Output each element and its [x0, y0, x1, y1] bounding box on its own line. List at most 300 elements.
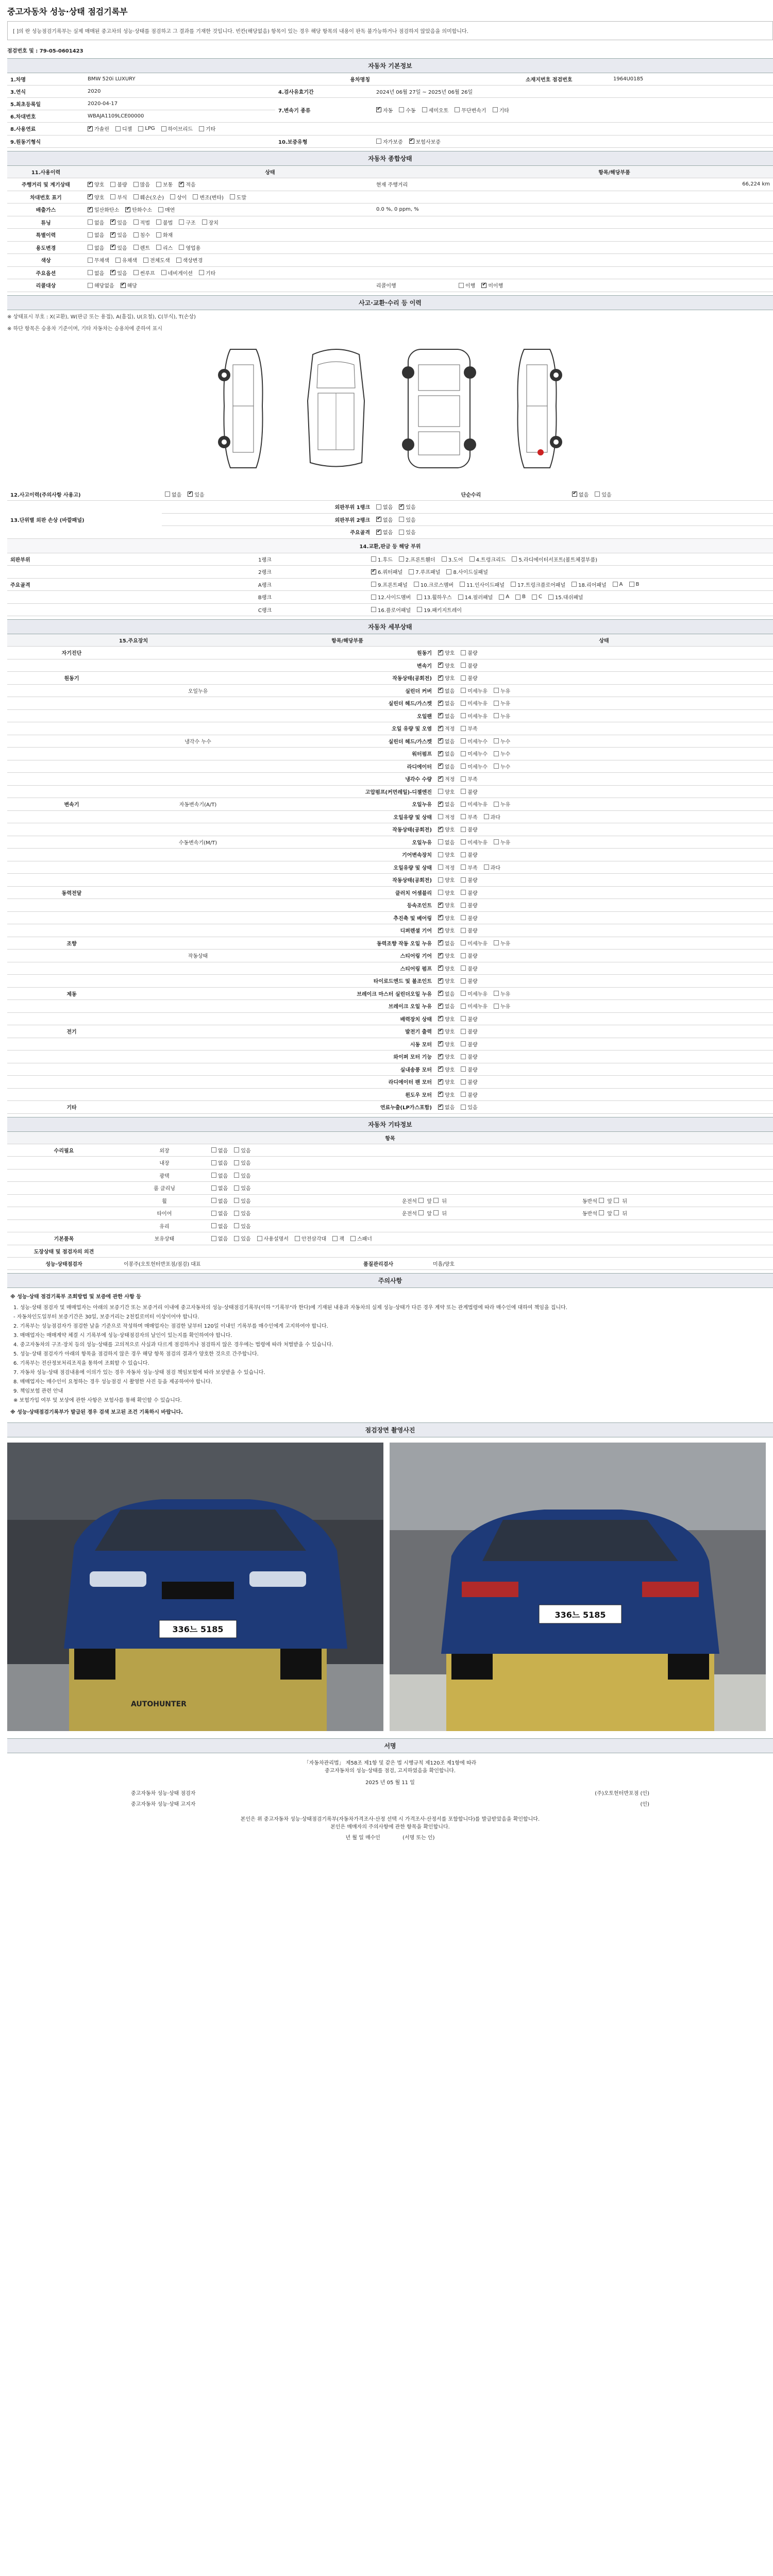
- status-detail-option[interactable]: [176, 256, 203, 264]
- checkbox-icon[interactable]: [115, 126, 121, 131]
- detail-option[interactable]: [438, 737, 455, 745]
- accident-option[interactable]: [188, 490, 204, 498]
- detail-option[interactable]: [461, 990, 488, 997]
- status-detail-option[interactable]: [133, 180, 150, 188]
- checkbox-icon[interactable]: [110, 232, 115, 238]
- transmission-option[interactable]: [493, 106, 509, 114]
- checkbox-icon[interactable]: [461, 1079, 466, 1084]
- detail-option[interactable]: [438, 901, 455, 909]
- status-detail-option[interactable]: [156, 180, 173, 188]
- detail-option[interactable]: [461, 1091, 477, 1098]
- detail-option[interactable]: [438, 838, 455, 846]
- checkbox-icon[interactable]: [460, 582, 465, 587]
- checkbox-icon[interactable]: [234, 1173, 239, 1178]
- detail-option[interactable]: [461, 800, 488, 808]
- status-extra-option[interactable]: [179, 218, 195, 226]
- transmission-option[interactable]: [455, 106, 486, 114]
- checkbox-icon[interactable]: [399, 530, 404, 535]
- checkbox-icon[interactable]: [461, 953, 466, 958]
- status-detail-option[interactable]: [143, 256, 170, 264]
- checkbox-icon[interactable]: [461, 1041, 466, 1046]
- checkbox-icon[interactable]: [115, 258, 121, 263]
- status-option[interactable]: [170, 193, 187, 201]
- simple-repair-option[interactable]: [595, 490, 611, 498]
- checkbox-icon[interactable]: [143, 258, 148, 263]
- detail-option[interactable]: [494, 737, 510, 745]
- checkbox-icon[interactable]: [512, 556, 517, 562]
- checkbox-icon[interactable]: [438, 802, 443, 807]
- checkbox-icon[interactable]: [417, 595, 422, 600]
- status-option[interactable]: [88, 218, 104, 226]
- part-option[interactable]: [511, 581, 565, 588]
- checkbox-icon[interactable]: [156, 219, 161, 225]
- part-option[interactable]: [572, 581, 607, 588]
- checkbox-icon[interactable]: [88, 258, 93, 263]
- basic-item-option[interactable]: [295, 1234, 326, 1242]
- status-option[interactable]: [110, 218, 127, 226]
- detail-option[interactable]: [461, 788, 477, 795]
- checkbox-icon[interactable]: [438, 1105, 443, 1110]
- checkbox-icon[interactable]: [532, 595, 537, 600]
- status-option[interactable]: [110, 231, 127, 239]
- part-option[interactable]: [371, 581, 408, 588]
- part-option[interactable]: [414, 581, 453, 588]
- checkbox-icon[interactable]: [125, 207, 130, 212]
- transmission-option[interactable]: [422, 106, 449, 114]
- checkbox-icon[interactable]: [494, 839, 499, 844]
- detail-option[interactable]: [461, 939, 488, 947]
- detail-option[interactable]: [461, 1053, 477, 1060]
- checkbox-icon[interactable]: [438, 789, 443, 794]
- status-option[interactable]: [88, 193, 104, 201]
- detail-option[interactable]: [494, 838, 510, 846]
- checkbox-icon[interactable]: [461, 890, 466, 895]
- part-option[interactable]: [446, 568, 488, 575]
- checkbox-icon[interactable]: [438, 928, 443, 933]
- checkbox-icon[interactable]: [399, 107, 404, 112]
- detail-option[interactable]: [461, 1065, 477, 1073]
- checkbox-icon[interactable]: [438, 1092, 443, 1097]
- detail-option[interactable]: [438, 952, 455, 959]
- checkbox-icon[interactable]: [461, 789, 466, 794]
- detail-option[interactable]: [438, 800, 455, 808]
- checkbox-icon[interactable]: [156, 232, 161, 238]
- checkbox-icon[interactable]: [438, 701, 443, 706]
- status-option[interactable]: [88, 244, 104, 251]
- checkbox-icon[interactable]: [156, 245, 161, 250]
- checkbox-icon[interactable]: [461, 650, 466, 655]
- other-option[interactable]: [234, 1146, 250, 1154]
- status-detail-option[interactable]: [179, 244, 200, 251]
- checkbox-icon[interactable]: [88, 182, 93, 187]
- status-detail-option[interactable]: [133, 244, 150, 251]
- checkbox-icon[interactable]: [438, 890, 443, 895]
- detail-option[interactable]: [461, 838, 488, 846]
- panel-rank-option[interactable]: [376, 528, 393, 536]
- checkbox-icon[interactable]: [133, 232, 139, 238]
- status-option[interactable]: [88, 206, 119, 213]
- basic-item-option[interactable]: [350, 1234, 372, 1242]
- panel-rank-option[interactable]: [399, 503, 415, 511]
- transmission-option[interactable]: [376, 106, 393, 114]
- detail-option[interactable]: [438, 1015, 455, 1023]
- checkbox-icon[interactable]: [193, 194, 198, 199]
- checkbox-icon[interactable]: [461, 713, 466, 718]
- checkbox-icon[interactable]: [399, 517, 404, 522]
- detail-option[interactable]: [438, 964, 455, 972]
- checkbox-icon[interactable]: [438, 940, 443, 945]
- checkbox-icon[interactable]: [199, 270, 204, 275]
- panel-rank-option[interactable]: [376, 503, 393, 511]
- detail-option[interactable]: [461, 674, 477, 682]
- other-option[interactable]: [211, 1172, 228, 1179]
- detail-option[interactable]: [494, 762, 510, 770]
- status-option[interactable]: [88, 180, 104, 188]
- panel-rank-option[interactable]: [399, 528, 415, 536]
- checkbox-icon[interactable]: [548, 595, 553, 600]
- detail-option[interactable]: [461, 926, 477, 934]
- checkbox-icon[interactable]: [481, 283, 486, 288]
- checkbox-icon[interactable]: [461, 688, 466, 693]
- status-detail-option[interactable]: [133, 269, 155, 277]
- detail-option[interactable]: [494, 699, 510, 707]
- status-option[interactable]: [88, 256, 109, 264]
- part-option[interactable]: [532, 594, 542, 600]
- checkbox-icon[interactable]: [156, 182, 161, 187]
- checkbox-icon[interactable]: [494, 738, 499, 743]
- status-option[interactable]: [110, 244, 127, 251]
- status-option[interactable]: [158, 206, 175, 213]
- detail-option[interactable]: [461, 914, 477, 922]
- checkbox-icon[interactable]: [371, 607, 376, 612]
- detail-option[interactable]: [461, 851, 477, 858]
- checkbox-icon[interactable]: [234, 1160, 239, 1165]
- checkbox-icon[interactable]: [438, 776, 443, 782]
- checkbox-icon[interactable]: [161, 126, 166, 131]
- detail-option[interactable]: [438, 825, 455, 833]
- simple-repair-option[interactable]: [572, 490, 589, 498]
- detail-option[interactable]: [438, 889, 455, 896]
- status-option[interactable]: [125, 206, 152, 213]
- checkbox-icon[interactable]: [461, 978, 466, 984]
- checkbox-icon[interactable]: [88, 270, 93, 275]
- checkbox-icon[interactable]: [188, 492, 193, 497]
- part-option[interactable]: [442, 555, 463, 563]
- checkbox-icon[interactable]: [409, 569, 414, 574]
- checkbox-icon[interactable]: [494, 688, 499, 693]
- checkbox-icon[interactable]: [438, 839, 443, 844]
- detail-option[interactable]: [438, 926, 455, 934]
- checkbox-icon[interactable]: [461, 1004, 466, 1009]
- checkbox-icon[interactable]: [461, 726, 466, 731]
- detail-option[interactable]: [438, 762, 455, 770]
- part-option[interactable]: [417, 606, 462, 614]
- status-detail-option[interactable]: [133, 231, 150, 239]
- fuel-option[interactable]: [161, 125, 193, 132]
- status-detail-option[interactable]: [156, 244, 173, 251]
- other-option[interactable]: [211, 1159, 228, 1166]
- fuel-option[interactable]: [88, 125, 109, 132]
- checkbox-icon[interactable]: [179, 245, 184, 250]
- checkbox-icon[interactable]: [438, 738, 443, 743]
- checkbox-icon[interactable]: [438, 865, 443, 870]
- checkbox-icon[interactable]: [376, 107, 381, 112]
- warranty-option[interactable]: [376, 138, 403, 145]
- transmission-option[interactable]: [399, 106, 415, 114]
- checkbox-icon[interactable]: [461, 675, 466, 681]
- detail-option[interactable]: [461, 737, 488, 745]
- checkbox-icon[interactable]: [179, 219, 184, 225]
- checkbox-icon[interactable]: [461, 940, 466, 945]
- other-option[interactable]: [234, 1197, 250, 1205]
- detail-option[interactable]: [494, 750, 510, 757]
- detail-option[interactable]: [461, 1040, 477, 1048]
- checkbox-icon[interactable]: [376, 139, 381, 144]
- other-option[interactable]: [234, 1159, 250, 1166]
- checkbox-icon[interactable]: [199, 126, 204, 131]
- checkbox-icon[interactable]: [438, 991, 443, 996]
- checkbox-icon[interactable]: [371, 569, 376, 574]
- checkbox-icon[interactable]: [438, 663, 443, 668]
- checkbox-icon[interactable]: [88, 232, 93, 238]
- checkbox-icon[interactable]: [179, 182, 184, 187]
- checkbox-icon[interactable]: [438, 827, 443, 832]
- checkbox-icon[interactable]: [461, 991, 466, 996]
- fuel-option[interactable]: [199, 125, 215, 132]
- checkbox-icon[interactable]: [461, 1016, 466, 1021]
- checkbox-icon[interactable]: [469, 556, 475, 562]
- checkbox-icon[interactable]: [461, 915, 466, 920]
- checkbox-icon[interactable]: [461, 701, 466, 706]
- checkbox-icon[interactable]: [461, 865, 466, 870]
- part-option[interactable]: [371, 555, 393, 563]
- detail-option[interactable]: [438, 813, 455, 821]
- checkbox-icon[interactable]: [461, 928, 466, 933]
- checkbox-icon[interactable]: [332, 1236, 338, 1241]
- checkbox-icon[interactable]: [88, 219, 93, 225]
- part-option[interactable]: [371, 568, 402, 575]
- checkbox-icon[interactable]: [438, 965, 443, 971]
- other-option[interactable]: [211, 1184, 228, 1192]
- accident-option[interactable]: [165, 490, 181, 498]
- checkbox-icon[interactable]: [211, 1185, 216, 1191]
- detail-option[interactable]: [494, 687, 510, 694]
- other-option[interactable]: [211, 1209, 228, 1217]
- checkbox-icon[interactable]: [442, 556, 447, 562]
- panel-rank-option[interactable]: [399, 516, 415, 523]
- checkbox-icon[interactable]: [257, 1236, 262, 1241]
- checkbox-icon[interactable]: [484, 814, 489, 819]
- detail-option[interactable]: [484, 863, 500, 871]
- part-option[interactable]: [458, 593, 493, 601]
- detail-option[interactable]: [461, 662, 477, 669]
- checkbox-icon[interactable]: [165, 492, 170, 497]
- checkbox-icon[interactable]: [438, 1016, 443, 1021]
- checkbox-icon[interactable]: [461, 738, 466, 743]
- checkbox-icon[interactable]: [88, 126, 93, 131]
- checkbox-icon[interactable]: [438, 877, 443, 883]
- checkbox-icon[interactable]: [494, 1004, 499, 1009]
- checkbox-icon[interactable]: [459, 283, 464, 288]
- checkbox-icon[interactable]: [494, 940, 499, 945]
- checkbox-icon[interactable]: [461, 903, 466, 908]
- detail-option[interactable]: [438, 699, 455, 707]
- checkbox-icon[interactable]: [211, 1236, 216, 1241]
- checkbox-icon[interactable]: [461, 663, 466, 668]
- other-option[interactable]: [234, 1209, 250, 1217]
- detail-option[interactable]: [461, 876, 477, 884]
- detail-option[interactable]: [461, 762, 488, 770]
- detail-option[interactable]: [461, 687, 488, 694]
- detail-option[interactable]: [438, 977, 455, 985]
- detail-option[interactable]: [461, 1027, 477, 1035]
- checkbox-icon[interactable]: [88, 194, 93, 199]
- detail-option[interactable]: [438, 662, 455, 669]
- checkbox-icon[interactable]: [409, 139, 414, 144]
- detail-option[interactable]: [494, 800, 510, 808]
- other-option[interactable]: [234, 1222, 250, 1230]
- checkbox-icon[interactable]: [211, 1160, 216, 1165]
- other-option[interactable]: [211, 1234, 228, 1242]
- checkbox-icon[interactable]: [133, 182, 139, 187]
- checkbox-icon[interactable]: [461, 802, 466, 807]
- part-option[interactable]: [371, 606, 411, 614]
- checkbox-icon[interactable]: [461, 965, 466, 971]
- checkbox-icon[interactable]: [176, 258, 181, 263]
- status-detail-option[interactable]: [199, 269, 215, 277]
- checkbox-icon[interactable]: [438, 688, 443, 693]
- checkbox-icon[interactable]: [211, 1173, 216, 1178]
- detail-option[interactable]: [461, 712, 488, 720]
- checkbox-icon[interactable]: [161, 270, 166, 275]
- detail-option[interactable]: [461, 825, 477, 833]
- checkbox-icon[interactable]: [438, 1054, 443, 1059]
- detail-option[interactable]: [438, 649, 455, 656]
- detail-option[interactable]: [461, 901, 477, 909]
- checkbox-icon[interactable]: [511, 582, 516, 587]
- checkbox-icon[interactable]: [234, 1236, 239, 1241]
- detail-option[interactable]: [461, 775, 477, 783]
- status-detail-option[interactable]: [156, 231, 173, 239]
- checkbox-icon[interactable]: [461, 814, 466, 819]
- checkbox-icon[interactable]: [461, 1054, 466, 1059]
- checkbox-icon[interactable]: [234, 1198, 239, 1203]
- detail-option[interactable]: [438, 1091, 455, 1098]
- checkbox-icon[interactable]: [461, 764, 466, 769]
- recall-option[interactable]: [481, 281, 503, 289]
- checkbox-icon[interactable]: [211, 1198, 216, 1203]
- recall-option[interactable]: [459, 281, 475, 289]
- checkbox-icon[interactable]: [494, 991, 499, 996]
- detail-option[interactable]: [438, 674, 455, 682]
- detail-option[interactable]: [438, 990, 455, 997]
- checkbox-icon[interactable]: [515, 595, 520, 600]
- checkbox-icon[interactable]: [234, 1185, 239, 1191]
- checkbox-icon[interactable]: [438, 751, 443, 756]
- checkbox-icon[interactable]: [88, 283, 93, 288]
- detail-option[interactable]: [461, 1078, 477, 1086]
- detail-option[interactable]: [484, 813, 500, 821]
- checkbox-icon[interactable]: [484, 865, 489, 870]
- checkbox-icon[interactable]: [376, 517, 381, 522]
- checkbox-icon[interactable]: [461, 776, 466, 782]
- detail-option[interactable]: [438, 939, 455, 947]
- status-option[interactable]: [88, 269, 104, 277]
- checkbox-icon[interactable]: [494, 764, 499, 769]
- checkbox-icon[interactable]: [133, 270, 139, 275]
- checkbox-icon[interactable]: [371, 595, 376, 600]
- checkbox-icon[interactable]: [494, 751, 499, 756]
- detail-option[interactable]: [438, 1103, 455, 1111]
- detail-option[interactable]: [461, 952, 477, 959]
- detail-option[interactable]: [494, 712, 510, 720]
- status-option[interactable]: [133, 193, 164, 201]
- warranty-option[interactable]: [409, 138, 441, 145]
- status-detail-option[interactable]: [161, 269, 193, 277]
- detail-option[interactable]: [461, 699, 488, 707]
- status-detail-option[interactable]: [156, 218, 173, 226]
- detail-option[interactable]: [461, 649, 477, 656]
- checkbox-icon[interactable]: [133, 219, 139, 225]
- checkbox-icon[interactable]: [499, 595, 504, 600]
- checkbox-icon[interactable]: [234, 1223, 239, 1228]
- checkbox-icon[interactable]: [595, 492, 600, 497]
- detail-option[interactable]: [461, 724, 477, 732]
- other-option[interactable]: [234, 1234, 250, 1242]
- checkbox-icon[interactable]: [371, 556, 376, 562]
- checkbox-icon[interactable]: [438, 1029, 443, 1034]
- checkbox-icon[interactable]: [211, 1211, 216, 1216]
- detail-option[interactable]: [438, 863, 455, 871]
- detail-option[interactable]: [438, 775, 455, 783]
- part-option[interactable]: [469, 555, 506, 563]
- part-extra-option[interactable]: [629, 582, 640, 587]
- checkbox-icon[interactable]: [494, 701, 499, 706]
- detail-option[interactable]: [461, 813, 477, 821]
- checkbox-icon[interactable]: [121, 283, 126, 288]
- checkbox-icon[interactable]: [133, 245, 139, 250]
- checkbox-icon[interactable]: [110, 270, 115, 275]
- detail-option[interactable]: [438, 724, 455, 732]
- checkbox-icon[interactable]: [230, 194, 235, 199]
- checkbox-icon[interactable]: [461, 1066, 466, 1072]
- detail-option[interactable]: [494, 1002, 510, 1010]
- detail-option[interactable]: [461, 750, 488, 757]
- status-option[interactable]: [110, 180, 127, 188]
- detail-option[interactable]: [438, 851, 455, 858]
- checkbox-icon[interactable]: [138, 126, 143, 131]
- checkbox-icon[interactable]: [446, 569, 451, 574]
- basic-item-option[interactable]: [257, 1234, 289, 1242]
- status-option[interactable]: [115, 256, 137, 264]
- part-option[interactable]: [512, 555, 597, 563]
- detail-option[interactable]: [438, 1053, 455, 1060]
- checkbox-icon[interactable]: [438, 1004, 443, 1009]
- detail-option[interactable]: [438, 1065, 455, 1073]
- fuel-option[interactable]: [115, 125, 132, 132]
- checkbox-icon[interactable]: [438, 978, 443, 984]
- checkbox-icon[interactable]: [376, 530, 381, 535]
- fuel-option[interactable]: [138, 126, 155, 131]
- checkbox-icon[interactable]: [493, 107, 498, 112]
- status-option[interactable]: [88, 231, 104, 239]
- checkbox-icon[interactable]: [461, 1029, 466, 1034]
- checkbox-icon[interactable]: [438, 650, 443, 655]
- detail-option[interactable]: [438, 712, 455, 720]
- status-option[interactable]: [110, 193, 127, 201]
- checkbox-icon[interactable]: [414, 582, 419, 587]
- other-option[interactable]: [234, 1172, 250, 1179]
